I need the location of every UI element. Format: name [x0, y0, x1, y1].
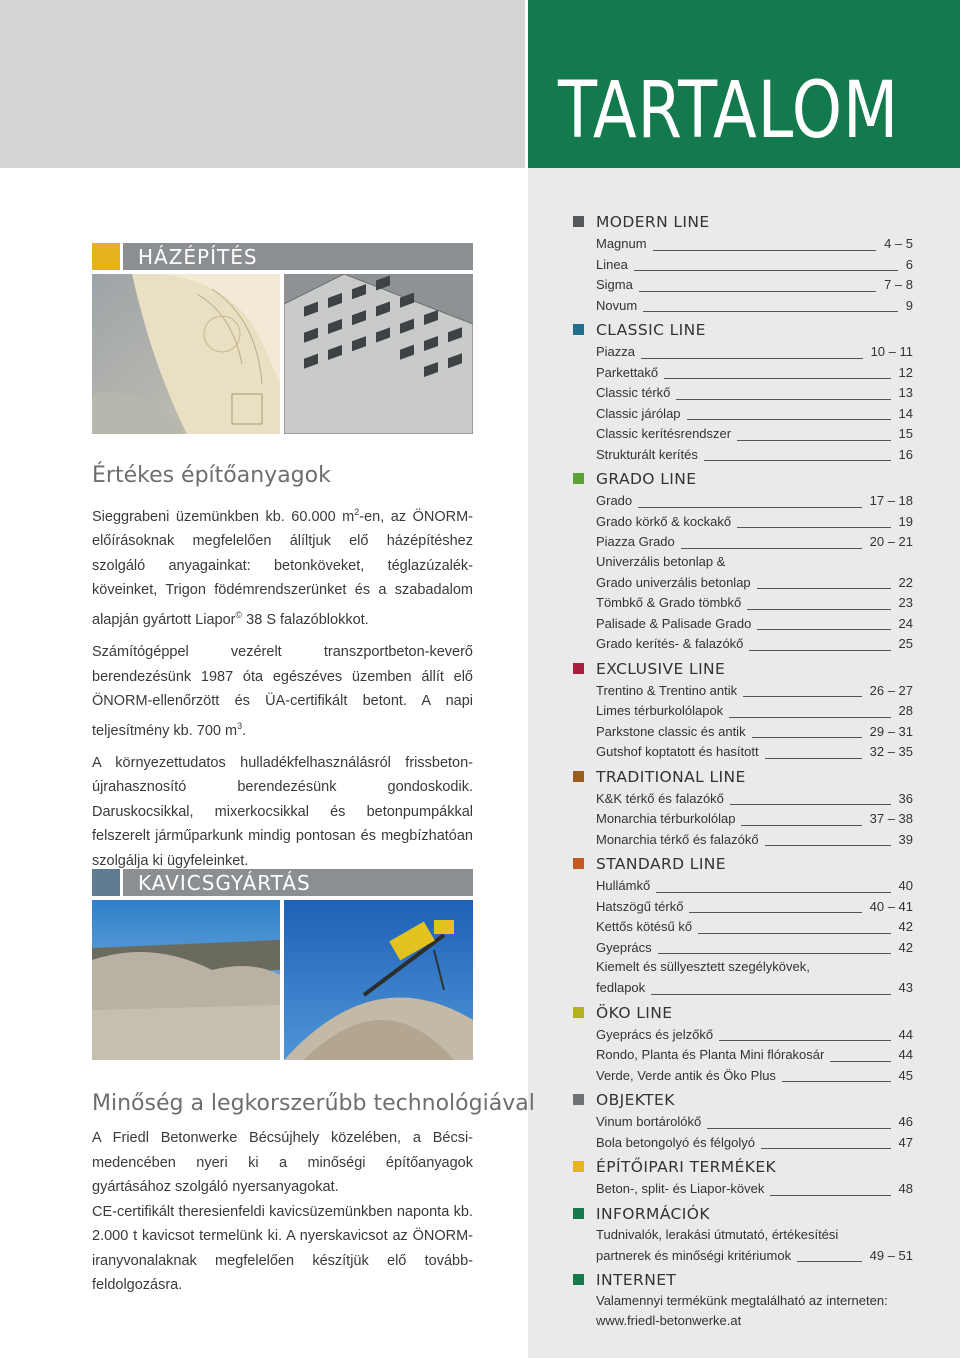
text: 38 S falazóblokkot. — [242, 611, 369, 628]
toc-category — [573, 854, 918, 876]
category-name: INTERNET — [596, 1271, 677, 1289]
entry-page: 22 — [898, 574, 913, 590]
category-name: CLASSIC LINE — [596, 321, 706, 339]
leader-line — [719, 1040, 891, 1041]
leader-line — [698, 933, 891, 934]
leader-line — [681, 548, 862, 549]
leader-line — [830, 1061, 891, 1062]
article-heading: Értékes építőanyagok — [92, 463, 331, 488]
leader-line — [689, 912, 862, 913]
article-body — [92, 1126, 473, 1306]
toc-entry[interactable] — [596, 1246, 913, 1267]
leader-line — [638, 507, 862, 508]
category-marker — [573, 324, 584, 335]
text: -en, az ÖNORM-előírásoknak megfelelően álíltjuk elő házépítéshez szolgáló anyagainkat: betonköveket, téglazúzalék-köveinket, Trigon födémrendszerünket és a szabadalom alapján gyártott Liapor — [92, 508, 473, 628]
category-name: TRADITIONAL LINE — [596, 767, 746, 786]
text: Számítógéppel vezérelt transzportbeton-keverő berendezésünk 1987 óta egészéves üzemben állít elő ÖNORM-ellenőrzött és ÜA-certifikált betont. A napi teljesítmény kb. 700 m — [92, 644, 473, 739]
entry-title: Vinum bortárolókő — [596, 1114, 702, 1129]
category-marker — [573, 1094, 584, 1105]
entry-page: 25 — [898, 636, 913, 651]
conveyor-photo — [284, 900, 473, 1060]
entry-page: 26 – 27 — [869, 682, 913, 698]
leader-line — [757, 588, 891, 589]
toc-entry-line: Univerzális betonlap & — [596, 553, 726, 569]
entry-page: 17 – 18 — [869, 493, 913, 508]
entry-title: Novum — [596, 297, 638, 313]
leader-line — [658, 953, 891, 954]
entry-title: Hullámkő — [596, 878, 651, 893]
toc-entry[interactable] — [596, 383, 913, 404]
toc-entry[interactable] — [596, 1133, 913, 1154]
toc-entry[interactable] — [596, 876, 913, 897]
entry-title: Piazza Grado — [596, 534, 675, 549]
entry-page: 20 – 21 — [869, 534, 913, 549]
blueprint-photo — [92, 274, 280, 434]
leader-line — [749, 650, 891, 651]
leader-line — [743, 696, 862, 697]
toc-entry[interactable] — [596, 701, 913, 722]
entry-page: 49 – 51 — [869, 1247, 913, 1263]
entry-page: 47 — [898, 1134, 913, 1150]
toc-entry[interactable] — [596, 938, 913, 959]
entry-page: 15 — [898, 426, 913, 441]
entry-title: Monarchia térburkolólap — [596, 811, 736, 826]
toc-entry[interactable] — [596, 363, 913, 384]
leader-line — [761, 1148, 891, 1149]
toc-entry[interactable] — [596, 532, 913, 553]
toc-entry[interactable] — [596, 593, 913, 614]
entry-title: Sigma — [596, 277, 633, 292]
entry-title: Magnum — [596, 236, 647, 251]
entry-title: Rondo, Planta és Planta Mini flórakosár — [596, 1047, 825, 1062]
category-marker — [573, 663, 584, 674]
toc-entry[interactable] — [596, 614, 913, 635]
toc-entry[interactable] — [596, 978, 913, 999]
category-marker — [573, 1007, 584, 1018]
category-name: INFORMÁCIÓK — [596, 1204, 710, 1223]
leader-line — [707, 1128, 891, 1129]
toc-entry[interactable] — [596, 1112, 913, 1133]
toc-entry[interactable] — [596, 424, 913, 445]
toc-entry[interactable] — [596, 809, 913, 830]
superscript: 2 — [354, 507, 360, 517]
leader-line — [656, 892, 891, 893]
entry-title: Trentino & Trentino antik — [596, 682, 738, 698]
text: . — [242, 722, 247, 739]
entry-title: Verde, Verde antik és Öko Plus — [596, 1067, 776, 1083]
entry-page: 12 — [898, 364, 913, 380]
entry-page: 40 — [898, 878, 913, 893]
entry-title: Piazza — [596, 344, 636, 359]
entry-page: 48 — [898, 1181, 913, 1196]
leader-line — [757, 629, 891, 630]
leader-line — [651, 994, 891, 995]
leader-line — [747, 609, 891, 610]
toc-category — [573, 767, 918, 789]
toc-entry[interactable] — [596, 234, 913, 255]
toc-entry-line: Tudnivalók, lerakási útmutató, értékesítési — [596, 1226, 839, 1242]
toc-entry[interactable] — [596, 512, 913, 533]
leader-line — [765, 845, 891, 846]
entry-page: 44 — [898, 1026, 913, 1042]
entry-page: 4 – 5 — [884, 236, 913, 251]
toc-entry[interactable] — [596, 573, 913, 594]
leader-line — [730, 804, 891, 805]
paragraph: A környezettudatos hulladékfelhasználásról frissbeton-újrahasznosító berendezésünk gondoskodik. Daruskocsikkal, mixerkocsikkal és betonpumpákkal felszerelt járműparkunk mindig pontosan és megbízhatóan szolgálja ki ügyfeleinket. — [92, 754, 473, 869]
entry-page: 9 — [905, 297, 913, 313]
entry-page: 45 — [898, 1067, 913, 1083]
entry-title: partnerek és minőségi kritériumok — [596, 1247, 792, 1263]
entry-page: 14 — [898, 405, 913, 421]
entry-title: Monarchia térkő és falazókő — [596, 831, 759, 847]
entry-page: 36 — [898, 790, 913, 806]
entry-title: K&K térkő és falazókő — [596, 790, 724, 806]
section-title: HÁZÉPÍTÉS — [138, 245, 258, 269]
toc-category — [573, 469, 918, 491]
category-marker — [573, 473, 584, 484]
leader-line — [752, 737, 862, 738]
toc-entry[interactable] — [596, 722, 913, 743]
category-name: EXCLUSIVE LINE — [596, 659, 726, 678]
superscript: 3 — [237, 720, 243, 731]
category-name: OBJEKTEK — [596, 1091, 675, 1109]
toc-entry[interactable] — [596, 1045, 913, 1066]
category-name: ÖKO LINE — [596, 1003, 673, 1022]
toc-entry[interactable] — [596, 275, 913, 296]
entry-title: Grado körkő & kockakő — [596, 513, 732, 529]
paragraph — [92, 640, 473, 743]
entry-page: 43 — [898, 980, 913, 995]
table-of-contents — [573, 212, 918, 1332]
paragraph: CE-certifikált theresienfeldi kavicsüzemünkben naponta kb. 2.000 t kavicsot termelünk ki. A nyerskavicsot az ÖNORM-iranyvonalaknak megfelelően készítjük elő tovább-feldolgozásra. — [92, 1203, 473, 1293]
entry-title: Bola betongolyó és félgolyó — [596, 1134, 756, 1150]
page-title: TARTALOM — [558, 66, 899, 156]
leader-line — [653, 250, 876, 251]
entry-page: 23 — [898, 595, 913, 610]
entry-title: Beton-, split- és Liapor-kövek — [596, 1181, 765, 1196]
entry-title: Parkettakő — [596, 364, 659, 380]
entry-page: 29 – 31 — [869, 723, 913, 739]
category-name: MODERN LINE — [596, 213, 710, 231]
toc-entry-line: Valamennyi termékünk megtalálható az interneten: — [596, 1293, 888, 1308]
leader-line — [687, 419, 891, 420]
section-header-kavics — [92, 869, 473, 896]
toc-entry[interactable] — [596, 255, 913, 276]
entry-title: Strukturált kerítés — [596, 446, 698, 462]
toc-category — [573, 1090, 918, 1112]
article-body — [92, 500, 473, 881]
category-name: GRADO LINE — [596, 470, 697, 488]
leader-line — [770, 1195, 891, 1196]
entry-page: 42 — [898, 919, 913, 934]
category-marker — [573, 858, 584, 869]
toc-category — [573, 212, 918, 234]
entry-title: Gutshof koptatott és hasított — [596, 744, 759, 759]
toc-entry[interactable] — [596, 789, 913, 810]
entry-page: 40 – 41 — [869, 898, 913, 914]
section-title: KAVICSGYÁRTÁS — [138, 871, 311, 895]
entry-page: 6 — [905, 256, 913, 272]
leader-line — [643, 311, 898, 312]
toc-entry[interactable] — [596, 681, 913, 702]
superscript: © — [235, 609, 243, 620]
toc-entry-line: www.friedl-betonwerke.at — [596, 1313, 742, 1328]
toc-entry[interactable] — [596, 1179, 913, 1200]
toc-entry[interactable] — [596, 742, 913, 763]
toc-entry[interactable] — [596, 1025, 913, 1046]
leader-line — [729, 717, 891, 718]
entry-title: Gyeprács — [596, 939, 652, 955]
leader-line — [639, 291, 876, 292]
leader-line — [765, 758, 862, 759]
toc-category — [573, 1157, 918, 1179]
toc-entry[interactable] — [596, 917, 913, 938]
leader-line — [737, 527, 891, 528]
entry-title: Hatszögű térkő — [596, 898, 684, 914]
entry-page: 24 — [898, 615, 913, 631]
entry-title: Grado kerítés- & falazókő — [596, 636, 744, 651]
entry-title: Parkstone classic és antik — [596, 723, 746, 739]
toc-entry[interactable] — [596, 634, 913, 655]
entry-title: Grado univerzális betonlap — [596, 574, 751, 590]
toc-entry[interactable] — [596, 404, 913, 425]
leader-line — [797, 1261, 862, 1262]
entry-title: Tömbkő & Grado tömbkő — [596, 595, 742, 610]
entry-title: Limes térburkolólapok — [596, 703, 724, 718]
category-marker — [573, 1208, 584, 1219]
entry-title: Kettős kötésű kő — [596, 919, 693, 934]
toc-entry[interactable] — [596, 445, 913, 466]
toc-category — [573, 1003, 918, 1025]
entry-page: 44 — [898, 1047, 913, 1062]
category-marker — [573, 771, 584, 782]
leader-line — [634, 270, 898, 271]
leader-line — [741, 825, 862, 826]
entry-title: Gyeprács és jelzőkő — [596, 1026, 714, 1042]
entry-title: Classic kerítésrendszer — [596, 426, 732, 441]
toc-category — [573, 1204, 918, 1226]
concrete-blocks-photo — [284, 274, 473, 434]
entry-title: Classic térkő — [596, 385, 671, 400]
category-name: STANDARD LINE — [596, 855, 726, 873]
entry-page: 42 — [898, 939, 913, 955]
entry-title: Linea — [596, 256, 628, 272]
entry-page: 37 – 38 — [869, 811, 913, 826]
entry-title: fedlapok — [596, 980, 646, 995]
leader-line — [676, 399, 891, 400]
paragraph — [92, 500, 473, 632]
toc-entry[interactable] — [596, 491, 913, 512]
toc-category — [573, 659, 918, 681]
leader-line — [704, 460, 891, 461]
leader-line — [782, 1081, 891, 1082]
entry-page: 13 — [898, 385, 913, 400]
section-marker — [92, 243, 120, 270]
category-marker — [573, 1274, 584, 1285]
section-header-hazepites — [92, 243, 473, 270]
toc-category — [573, 320, 918, 342]
entry-title: Classic járólap — [596, 405, 681, 421]
entry-page: 16 — [898, 446, 913, 462]
leader-line — [664, 378, 891, 379]
leader-line — [641, 358, 863, 359]
entry-page: 32 – 35 — [869, 744, 913, 759]
entry-page: 46 — [898, 1114, 913, 1129]
leader-line — [737, 440, 891, 441]
entry-title: Grado — [596, 493, 633, 508]
toc-entry[interactable] — [596, 296, 913, 317]
text: Sieggrabeni üzemünkben kb. 60.000 m — [92, 508, 355, 525]
header-left-band — [0, 0, 525, 168]
entry-page: 39 — [898, 831, 913, 847]
toc-entry[interactable] — [596, 342, 913, 363]
toc-entry[interactable] — [596, 1066, 913, 1087]
paragraph: A Friedl Betonwerke Bécsújhely közelében, a Bécsi-medencében nyeri ki a minőségi építőanyagok gyártásához szolgáló nyersanyagokat. — [92, 1130, 473, 1195]
toc-entry-line: Kiemelt és süllyesztett szegélykövek, — [596, 959, 810, 974]
entry-page: 7 – 8 — [884, 277, 913, 292]
category-marker — [573, 216, 584, 227]
entry-page: 10 – 11 — [870, 344, 913, 359]
category-name: ÉPÍTŐIPARI TERMÉKEK — [596, 1158, 777, 1176]
toc-category — [573, 1270, 918, 1292]
entry-title: Palisade & Palisade Grado — [596, 615, 752, 631]
entry-page: 28 — [898, 703, 913, 718]
toc-entry[interactable] — [596, 830, 913, 851]
section-marker — [92, 869, 120, 896]
category-marker — [573, 1161, 584, 1172]
entry-page: 19 — [898, 513, 913, 529]
toc-entry[interactable] — [596, 897, 913, 918]
article-heading: Minőség a legkorszerűbb technológiával — [92, 1091, 535, 1116]
gravel-pit-photo — [92, 900, 280, 1060]
